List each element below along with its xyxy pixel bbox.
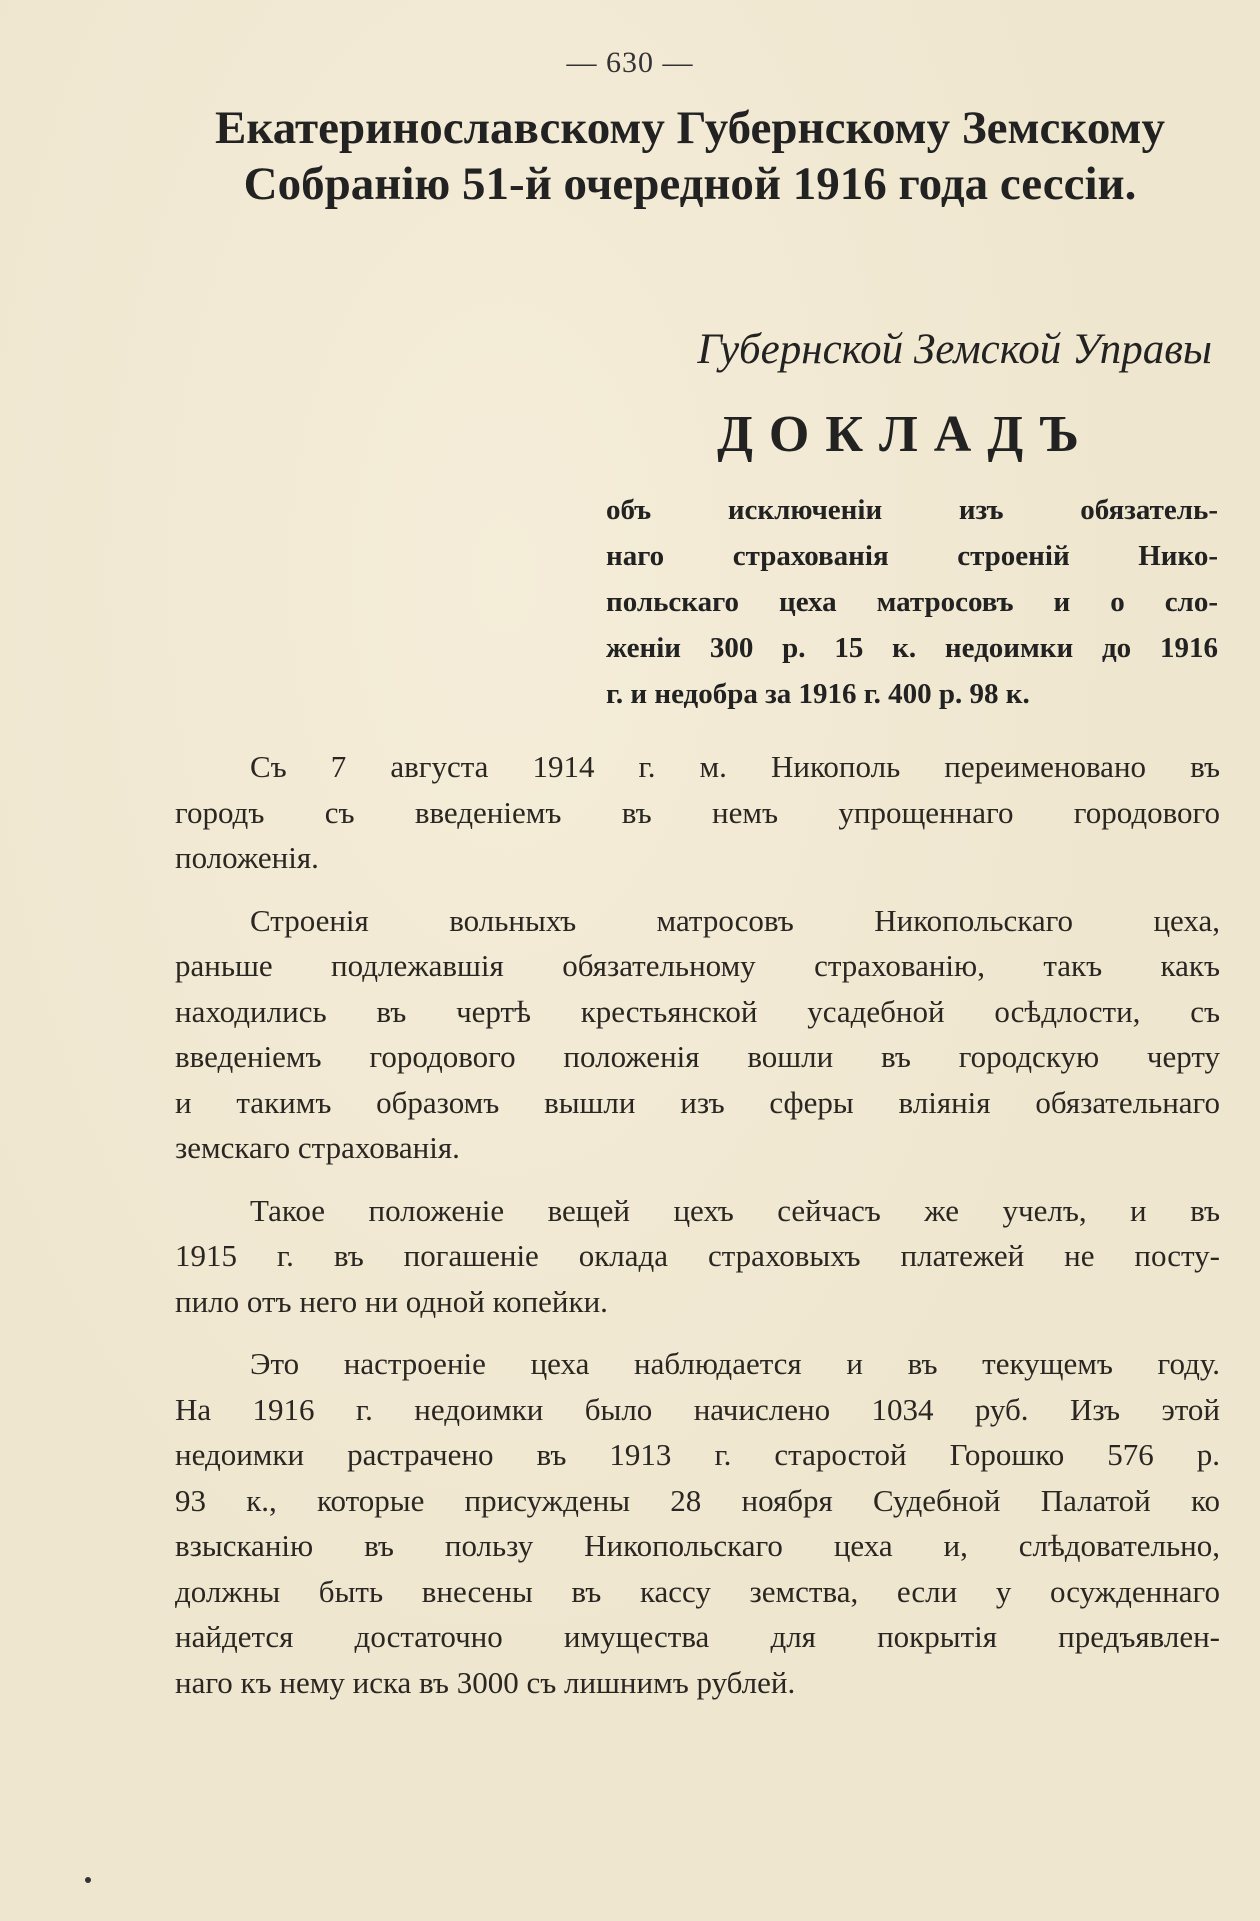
paragraph xyxy=(175,744,1220,881)
subject-line: женіи 300 р. 15 к. недоимки до 1916 xyxy=(606,632,1218,664)
text-line: пило отъ него ни одной копейки. xyxy=(175,1283,608,1319)
text-line: введеніемъ городового положенія вошли въ городскую черту xyxy=(175,1039,1220,1074)
text-line: земскаго страхованія. xyxy=(175,1130,460,1165)
text-line: На 1916 г. недоимки было начислено 1034 руб. Изъ этой xyxy=(175,1391,1220,1427)
text-line: находились въ чертѣ крестьянской усадебной осѣдлости, съ xyxy=(175,993,1220,1029)
ink-speck xyxy=(85,1877,91,1883)
text-line: 1915 г. въ погашеніе оклада страховыхъ платежей не посту- xyxy=(175,1238,1220,1273)
text-line: раньше подлежавшія обязательному страхованію, такъ какъ xyxy=(175,948,1220,983)
text-line: должны быть внесены въ кассу земства, если у осужденнаго xyxy=(175,1573,1220,1609)
text-line: Это настроеніе цеха наблюдается и въ текущемъ году. xyxy=(250,1346,1220,1381)
document-title: ДОКЛАДЪ xyxy=(717,406,1095,463)
subject-line: наго страхованія строеній Нико- xyxy=(606,540,1218,572)
text-line: Съ 7 августа 1914 г. м. Никополь переименовано въ xyxy=(250,749,1220,784)
text-line: положенія. xyxy=(175,840,319,875)
subject-line: г. и недобра за 1916 г. 400 р. 98 к. xyxy=(606,678,1030,710)
text-line: найдется достаточно имущества для покрытія предъявлен- xyxy=(175,1619,1220,1654)
text-line: недоимки растрачено въ 1913 г. старостой Горошко 576 р. xyxy=(175,1437,1220,1472)
text-line: Такое положеніе вещей цехъ сейчасъ же учелъ, и въ xyxy=(250,1192,1220,1228)
text-line: наго къ нему иска въ 3000 съ лишнимъ рублей. xyxy=(175,1664,796,1700)
subject-line: объ исключеніи изъ обязатель- xyxy=(606,494,1218,526)
text-line: взысканію въ пользу Никопольскаго цеха и, слѣдовательно, xyxy=(175,1528,1220,1563)
report-body xyxy=(175,744,1220,1722)
text-line: и такимъ образомъ вышли изъ сферы вліянія обязательнаго xyxy=(175,1084,1220,1120)
addressee-heading xyxy=(150,100,1230,212)
text-line: городъ съ введеніемъ въ немъ упрощеннаго городового xyxy=(175,794,1220,830)
paragraph xyxy=(175,898,1220,1171)
issuer-line: Губернской Земской Управы xyxy=(697,326,1212,373)
report-subject xyxy=(606,487,1218,717)
paragraph xyxy=(175,1188,1220,1325)
paragraph xyxy=(175,1341,1220,1705)
addressee-line: Собранію 51-й очередной 1916 года сессіи. xyxy=(243,158,1137,210)
text-line: Строенія вольныхъ матросовъ Никопольскаго цеха, xyxy=(250,902,1220,938)
text-line: 93 к., которые присуждены 28 ноября Судебной Палатой ко xyxy=(175,1482,1220,1518)
addressee-line: Екатеринославскому Губернскому Земскому xyxy=(215,102,1165,154)
subject-line: польскаго цеха матросовъ и о сло- xyxy=(606,586,1218,618)
page-number: — 630 — xyxy=(566,46,694,79)
